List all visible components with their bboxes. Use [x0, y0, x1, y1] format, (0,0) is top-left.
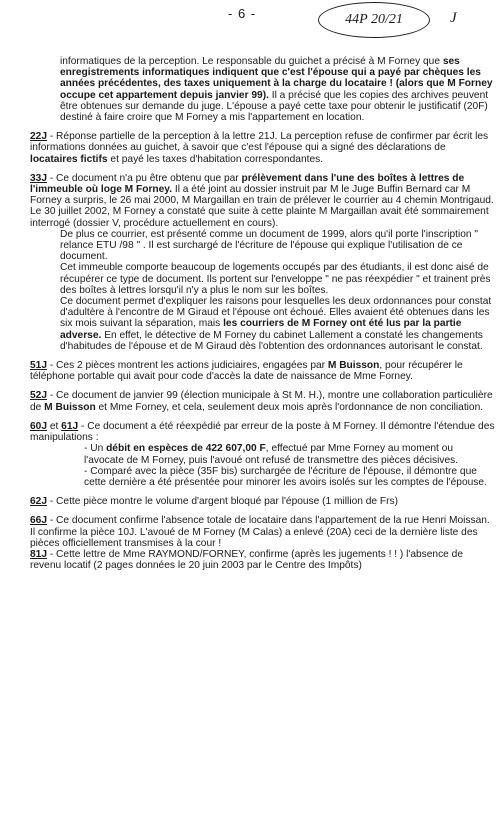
text: , effectué par Mme Forney au moment ou l'avocate de M Forney, puis l'avoué ont refusé de transmettre des pièces décisives. [84, 443, 459, 466]
text: - Ces 2 pièces montrent les actions judiciaires, engagées par [47, 360, 328, 372]
text: Ce document permet d'expliquer les raisons pour lesquelles les deux ordonnances pour constat d'adultère à l'encontre de M Giraud et l'épouse ont échoué. Elles avaient été obtenues dans les six mois suivant la séparation, mais [60, 296, 492, 330]
emphasis: les courriers de M Forney ont été lus par la partie adverse. [60, 318, 462, 341]
text: Il a été joint au dossier instruit par M le Juge Buffin Bernard car M Forney a surpris, le 26 mai 2000, M Margaillan en train de prélever le courrier au 4 chemin Montrigaud. Le 30 juillet 2002, M Forney a constaté que suite à cette plainte M Margaillan avait été sommairement interrogé (dossier V, procédure actuellement en cours). [30, 184, 494, 229]
text: Cet immeuble comporte beaucoup de logements occupés par des étudiants, il est donc aisé de récupérer ce type de document. Ils portent sur l'enveloppe " ne pas réexpédier " et trainent près des boîtes à lettres lorsqu'il n'y a plus le nom sur les boîtes. [60, 262, 491, 296]
emphasis: M Buisson [327, 360, 380, 372]
exhibit-label: 51J [30, 360, 47, 372]
text: - Cette pièce montre le volume d'argent bloqué par l'épouse (1 million de Frs) [47, 496, 399, 508]
emphasis: ses enregistrements informatiques indiquent que c'est l'épouse qui a payé par chèques les années précédentes, des taxes uniquement à la charge du locataire ! (alors que M Forney occupe cet appartement depuis janvier 99). [60, 56, 493, 101]
text: Il a précisé que les copies des archives peuvent être obtenues sur demande du juge. L'épouse a payé cette taxe pour obtenir le justificatif (20F) destiné à faire croire que M Forney a mis l'appartement en location. [60, 89, 489, 124]
exhibit-label: 61J [61, 420, 79, 432]
text: , pour récupérer le téléphone portable qui avait pour code d'accès la date de naissance de Mme Forney. [30, 360, 463, 383]
text: - Ce document confirme l'absence totale de locataire dans l'appartement de la rue Henri Moissan. Il confirme la pièce 10J. L'avoué de M Forney (M Calas) a enlevé (20A) ceci de la dernière liste des pièces officiellement transmises à la cour ! [30, 515, 490, 549]
exhibit-label: 66J [30, 515, 47, 527]
paragraph-62j [30, 496, 495, 507]
emphasis: débit en espèces de 422 607,00 F [106, 443, 266, 455]
emphasis: M Buisson [44, 401, 96, 413]
paragraph-22j [30, 131, 495, 165]
paragraph-52j [30, 390, 495, 412]
exhibit-label: 81J [30, 548, 47, 560]
text: En effet, le détective de M Forney du cabinet Lallement a constaté les changements d'habitudes de l'épouse et de M Giraud dès l'obtention des ordonnances autorisant le constat. [60, 329, 483, 352]
paragraph-33j [30, 173, 495, 352]
page-header [0, 0, 503, 50]
exhibit-label: 52J [30, 390, 47, 402]
text: - Comparé avec la pièce (35F bis) surchargée de l'écriture de l'épouse, il démontre que cette dernière a été présentée pour minorer les avoirs isolés sur les comptes de l'épouse. [84, 465, 487, 488]
exhibit-label: 33J [30, 172, 47, 184]
text: - Ce document de janvier 99 (élection municipale à St M. H.), montre une collaboration particulière de [30, 390, 493, 413]
text: et [47, 420, 62, 432]
paragraph-66j [30, 515, 495, 549]
text: - Ce document n'a pu être obtenu que par [47, 172, 242, 184]
paragraph-60j-61j [30, 421, 495, 488]
text: - Ce document a été réexpédié par erreur de la poste à M Forney. Il démontre l'étendue des manipulations : [30, 420, 495, 444]
text: - Cette lettre de Mme RAYMOND/FORNEY, confirme (après les jugements ! ! ) l'absence de revenu locatif (2 pages données le 20 juin 2003 par le Centre des Impôts) [30, 548, 464, 572]
emphasis: prélèvement dans l'une des boîtes à lettres de l'immeuble où loge M Forney. [30, 172, 465, 196]
paragraph-51j [30, 360, 495, 382]
text: - Un [84, 443, 107, 455]
reference-letter: J [450, 10, 457, 26]
page-number: - 6 - [228, 6, 257, 21]
text: De plus ce courrier, est présenté comme un document de 1999, alors qu'il porte l'inscription " relance ETU /98 " . Il est surchargé de l'écriture de l'épouse qui explique l'utilisation de ce document. [60, 228, 479, 263]
paragraph-81j [30, 549, 495, 571]
exhibit-label: 60J [30, 420, 47, 432]
exhibit-label: 22J [30, 131, 47, 143]
document-body [30, 56, 495, 579]
paragraph-continuation [30, 56, 495, 123]
text: - Réponse partielle de la perception à la lettre 21J. La perception refuse de confirmer par écrit les informations données au guichet, à savoir que c'est l'épouse qui a signé des déclarations de [30, 131, 489, 154]
exhibit-label: 62J [30, 496, 47, 508]
text: et Mme Forney, et cela, seulement deux mois après l'ordonnance de non conciliation. [95, 401, 484, 413]
text: informatiques de la perception. Le responsable du guichet a précisé à M Forney que [60, 56, 443, 67]
text: et payé les taxes d'habitation correspondantes. [107, 153, 324, 165]
emphasis: locataires fictifs [30, 153, 108, 165]
reference-stamp: 44P 20/21 [318, 2, 430, 38]
